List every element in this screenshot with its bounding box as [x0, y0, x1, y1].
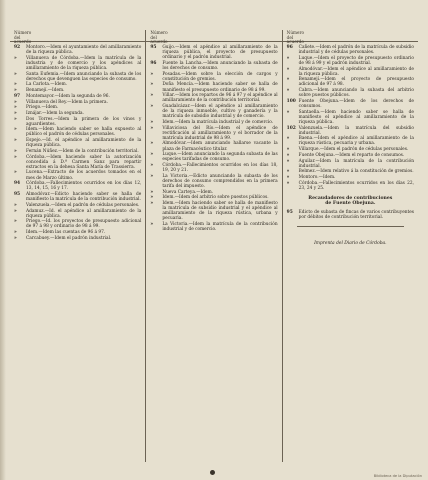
- entry-number: »: [286, 109, 290, 115]
- entry-text: Córdoba.—Idem haciendo saber la autorización concedida á D.ª Carmen Sanz para repartir extractos en la dehesa Santa María de Trassierra.: [26, 154, 142, 170]
- entry-number: 95: [286, 209, 293, 215]
- entry-text: Idem.—Idem la matrícula industrial y de comercio.: [162, 119, 274, 125]
- column-header: Número del acuerdo: [146, 30, 281, 42]
- entry-text: Carcabuey.—Idem el padrón industrial.: [26, 235, 112, 241]
- entry-number: »: [286, 88, 290, 94]
- entry-number: »: [286, 136, 290, 142]
- list-item: [14, 209, 141, 219]
- entry-number: »: [286, 147, 290, 153]
- entry-number: »: [14, 154, 17, 160]
- entry-number: »: [14, 208, 17, 214]
- entry-text: Idem.—Idem las cuentas de 96 á 97.: [26, 230, 106, 236]
- entry-number: »: [150, 82, 154, 88]
- entry-number: »: [286, 169, 290, 175]
- entry-number: »: [150, 173, 154, 179]
- index-columns: [10, 30, 418, 462]
- entry-number: »: [286, 66, 290, 72]
- column-1: [10, 30, 145, 462]
- entry-text: La Victoria.—Edicto anunciando la subasta de los derechos de consumo comprendidos en la primera tarifa del impuesto.: [162, 173, 278, 189]
- entry-number: »: [14, 138, 17, 144]
- entry-text: Almodóvar.—Edicto haciendo saber se halla de manifiesto la matrícula de la contribución industrial.: [26, 192, 142, 203]
- list-item: [150, 163, 277, 173]
- entry-text: Santaella.—Idem haciendo saber se halla de manifiesto el apéndice al amillaramiento de la riqueza pública.: [298, 109, 414, 125]
- entry-text: Córdoba.—Fallecimientos ocurridos en los días 22, 23, 24 y 25.: [298, 180, 414, 191]
- list-item: [150, 120, 277, 125]
- entry-number: »: [14, 170, 17, 176]
- entry-text: Montoro.—Idem.: [298, 174, 336, 180]
- list-item: [14, 100, 141, 105]
- list-item: [14, 170, 141, 180]
- entry-number: »: [150, 222, 154, 227]
- entry-number: »: [150, 163, 154, 168]
- entry-number: »: [150, 125, 154, 131]
- list-item: [150, 190, 277, 195]
- entry-text: Posadas.—Idem sobre la elección de cargos y constitución de gremios.: [162, 71, 278, 82]
- list-item: [14, 45, 141, 55]
- list-item: [150, 141, 277, 151]
- entry-text: Idem.—Idem haciendo saber se halla de manifiesto la matrícula de subsidio industrial y el apéndice al amillaramiento de la riqueza rústica, urbana y pecuaria.: [162, 201, 278, 222]
- entry-text: Villaviciosa del Río.—Idem el apéndice de rectificación al amillaramiento y el borrador de la matrícula industrial de 98 á 99.: [162, 125, 278, 141]
- column-header: Número del acuerdo: [283, 30, 418, 42]
- entry-text: Montoro.—Idem el ayuntamiento del amillaramiento de la riqueza pública.: [26, 45, 142, 56]
- entry-number: 96: [286, 45, 293, 50]
- entry-number: »: [286, 174, 290, 180]
- list-item: [14, 149, 141, 154]
- entry-number: »: [150, 201, 154, 207]
- list-item: [150, 174, 277, 189]
- list-item: [14, 82, 141, 87]
- entry-number: »: [14, 235, 17, 241]
- list-item: [14, 105, 141, 110]
- entry-text: La Victoria.—Idem la matrícula de la contribución industrial y de comercio.: [162, 222, 278, 233]
- entry-text: Iznájar.—Idem la segunda.: [26, 110, 84, 116]
- list-item: [14, 230, 141, 235]
- entry-number: »: [286, 77, 290, 83]
- list-item: [287, 136, 414, 146]
- entry-text: La Carlota.—Idem.: [26, 82, 68, 88]
- entry-text: Valenzuela.—Idem el padrón de cédulas personales.: [26, 202, 140, 208]
- list-item: [150, 126, 277, 141]
- list-item: [287, 56, 414, 66]
- list-item: [287, 110, 414, 125]
- list-item: [14, 94, 141, 99]
- entry-number: »: [150, 93, 154, 99]
- signature-rule: [297, 226, 404, 227]
- column-2-entries: [150, 45, 277, 232]
- entry-text: Edicto de subasta de fincas de varios contribuyentes por débitos de contribución territorial.: [298, 209, 414, 220]
- list-item: [14, 236, 141, 241]
- entry-number: »: [150, 152, 154, 158]
- entry-number: 102: [286, 125, 296, 131]
- entry-text: Priego.—Id. los proyectos de presupuesto adicional de 97 á 98 y ordinario de 98 á 99.: [26, 219, 142, 230]
- page-dot-mark: [210, 470, 215, 475]
- section-subheading: Recaudadores de contribuciones de Fuente Obejuna.: [308, 195, 393, 207]
- list-item: [287, 175, 414, 180]
- entry-text: Cañete.—Idem el padrón de la matrícula de subsidio industrial y de cédulas personales.: [298, 45, 414, 56]
- entry-number: »: [150, 195, 154, 201]
- list-item: [150, 82, 277, 92]
- entry-text: Aguilar.—Idem la matrícula de la contribución industrial.: [298, 158, 414, 169]
- list-item: [150, 72, 277, 82]
- list-item: [14, 72, 141, 82]
- entry-text: Villanueva de Córdoba.—Idem la matrícula de la industria y de comercio y los apéndices al amillaramiento de la riqueza pública.: [26, 55, 142, 71]
- entry-number: »: [14, 202, 17, 208]
- printer-signature: Imprenta del Diario de Córdoba.: [314, 240, 387, 246]
- entry-number: 97: [14, 93, 21, 99]
- list-item: [287, 169, 414, 174]
- entry-text: Idem.—Idem haciendo saber se halla expuesto al público el padrón de cédulas personales.: [26, 127, 142, 138]
- entry-text: Doña Mencía.—Idem haciendo saber se halla de manifiesto el presupuesto ordinario de 98 á 99.: [162, 82, 278, 93]
- list-item: [14, 219, 141, 229]
- list-item: [287, 147, 414, 152]
- entry-text: Nueva Carteya.—Idem.: [162, 189, 214, 195]
- entry-number: »: [14, 55, 17, 61]
- list-item: [14, 117, 141, 127]
- list-item: [14, 155, 141, 170]
- list-item: [14, 138, 141, 148]
- entry-text: Guijo.—Idem el apéndice al amillaramiento de la riqueza pública, el proyecto de presupuesto ordinario y el padrón industrial.: [162, 45, 278, 61]
- list-item: [150, 61, 277, 71]
- entry-number: »: [150, 141, 154, 147]
- entry-text: Idem.—Idem del arbitrio sobre puestos públicos.: [162, 195, 269, 201]
- list-item: [14, 56, 141, 71]
- entry-number: »: [14, 116, 17, 122]
- column-header: Número del acuerdo: [10, 30, 145, 42]
- entry-number: »: [14, 127, 17, 133]
- entry-text: Fuente Obejuna.—Idem el reparto de consumos.: [298, 152, 405, 158]
- column-3-entries: [287, 45, 414, 191]
- entry-number: »: [14, 230, 17, 236]
- entry-text: Valenzuela.—Idem la matrícula del subsidio industrial.: [298, 125, 414, 136]
- entry-text: Adamuz.—Id. el apéndice al amillaramiento de la riqueza pública.: [26, 208, 142, 219]
- entry-text: Fernán Núñez.—Idem de la contribución territorial.: [26, 148, 139, 154]
- entry-number: »: [14, 82, 17, 88]
- entry-number: »: [14, 71, 17, 77]
- entry-number: »: [14, 99, 17, 105]
- list-item: [14, 181, 141, 191]
- list-item: [14, 192, 141, 202]
- entry-number: »: [286, 152, 290, 158]
- entry-number: »: [14, 219, 17, 225]
- entry-number: »: [150, 119, 154, 125]
- entry-number: »: [286, 158, 290, 164]
- entry-text: Córdoba.—Fallecimientos ocurridos en los días 18, 19, 20 y 21.: [162, 163, 278, 174]
- list-item: [14, 88, 141, 93]
- list-item: [287, 88, 414, 98]
- list-item: [287, 159, 414, 169]
- list-item: [150, 45, 277, 60]
- entry-text: Luque.—Idem el proyecto de presupuesto ordinario de 98 á 99 y el padrón industrial.: [298, 55, 414, 66]
- entry-text: Belmez.—Idem relativo á la constitución de gremios.: [298, 169, 414, 175]
- list-item: [287, 153, 414, 158]
- entry-number: »: [286, 180, 290, 186]
- column-3-after-entries: [287, 210, 414, 220]
- entry-number: 94: [14, 181, 21, 187]
- entry-text: Baena.—Idem el apéndice al amillaramiento de la riqueza rústica, pecuaria y urbana.: [298, 136, 414, 147]
- list-item: [150, 93, 277, 103]
- list-item: [287, 126, 414, 136]
- entry-text: Fuente Obejuna.—Idem de los derechos de consumos.: [298, 98, 414, 109]
- entry-text: Benamejí.—Idem.: [26, 88, 65, 94]
- list-item: [150, 104, 277, 119]
- entry-text: Lucena.—Extracto de los acuerdos tomados en el mes de Marzo último.: [26, 170, 142, 181]
- list-item: [287, 181, 414, 191]
- entry-number: »: [14, 88, 17, 94]
- entry-text: Almodóvar.—Idem anunciando hallarse vacante la plaza de Farmacéutico titular.: [162, 141, 278, 152]
- entry-text: Cabra.—Idem anunciando la subasta del arbitrio sobre puestos públicos.: [298, 88, 414, 99]
- footer-watermark-note: Biblioteca de la Diputación: [373, 474, 422, 478]
- entry-number: »: [14, 110, 17, 116]
- list-item: [287, 67, 414, 77]
- entry-text: Santa Eufemia.—Idem anunciando la subasta de los derechos que devenguen las especies de consumo.: [26, 71, 142, 82]
- column-3: [282, 30, 418, 462]
- entry-text: Priego.—Idem.: [26, 105, 59, 111]
- list-item: [150, 201, 277, 221]
- entry-text: Almodóvar.—Idem el apéndice al amillaramiento de la riqueza pública.: [298, 66, 414, 77]
- entry-text: Benamejí.—Idem el proyecto de presupuesto adicional de 97 á 98.: [298, 77, 414, 88]
- entry-text: Córdoba.—Fallecimientos ocurridos en los días 12, 13, 14, 15, 16 y 17.: [26, 181, 142, 192]
- list-item: [150, 222, 277, 232]
- list-item: [14, 203, 141, 208]
- entry-text: Montemayor.—Idem la segunda de 96.: [26, 93, 110, 99]
- entry-number: 100: [286, 98, 296, 104]
- entry-text: Guadalcázar.—Idem el apéndice al amillaramiento de la riqueza inmueble, cultivo y ganadería y la matrícula de subsidio industrial y de comercio.: [162, 104, 278, 120]
- list-item: [287, 210, 414, 220]
- list-item: [150, 195, 277, 200]
- list-item: [287, 45, 414, 55]
- entry-text: Villanueva del Rey.—Idem la primera.: [26, 99, 108, 105]
- entry-number: 95: [14, 192, 21, 198]
- list-item: [14, 111, 141, 116]
- entry-number: »: [150, 189, 154, 195]
- entry-number: »: [14, 105, 17, 111]
- entry-number: »: [150, 104, 154, 109]
- page-spine-shadow: [0, 0, 6, 480]
- entry-number: 95: [150, 45, 157, 50]
- list-item: [287, 99, 414, 109]
- entry-number: 92: [14, 45, 21, 50]
- list-item: [150, 152, 277, 162]
- column-1-entries: [14, 45, 141, 241]
- entry-text: Fuente la Lancha.—Idem anunciando la subasta de los derechos de consumo.: [162, 60, 278, 71]
- column-2: [145, 30, 281, 462]
- list-item: [14, 127, 141, 137]
- entry-text: Villarque.—Idem el padrón de cédulas personales.: [298, 147, 409, 153]
- entry-number: »: [150, 71, 154, 77]
- entry-text: Espejo.—Id. el apéndice al amillaramiento de la riqueza pública.: [26, 138, 142, 149]
- list-item: [287, 77, 414, 87]
- entry-text: Luque.—Idem anunciando la segunda subasta de las especies tarifadas de consumo.: [162, 152, 278, 163]
- entry-text: Villar.—Idem los repartos de 96 á 97 y el apéndice al amillaramiento de la contribución territorial.: [162, 93, 278, 104]
- entry-number: »: [14, 148, 17, 154]
- entry-text: Dos Torres.—Idem la primera de los vinos y aguardientes.: [26, 116, 142, 127]
- entry-number: 96: [150, 60, 157, 66]
- entry-number: »: [286, 55, 290, 61]
